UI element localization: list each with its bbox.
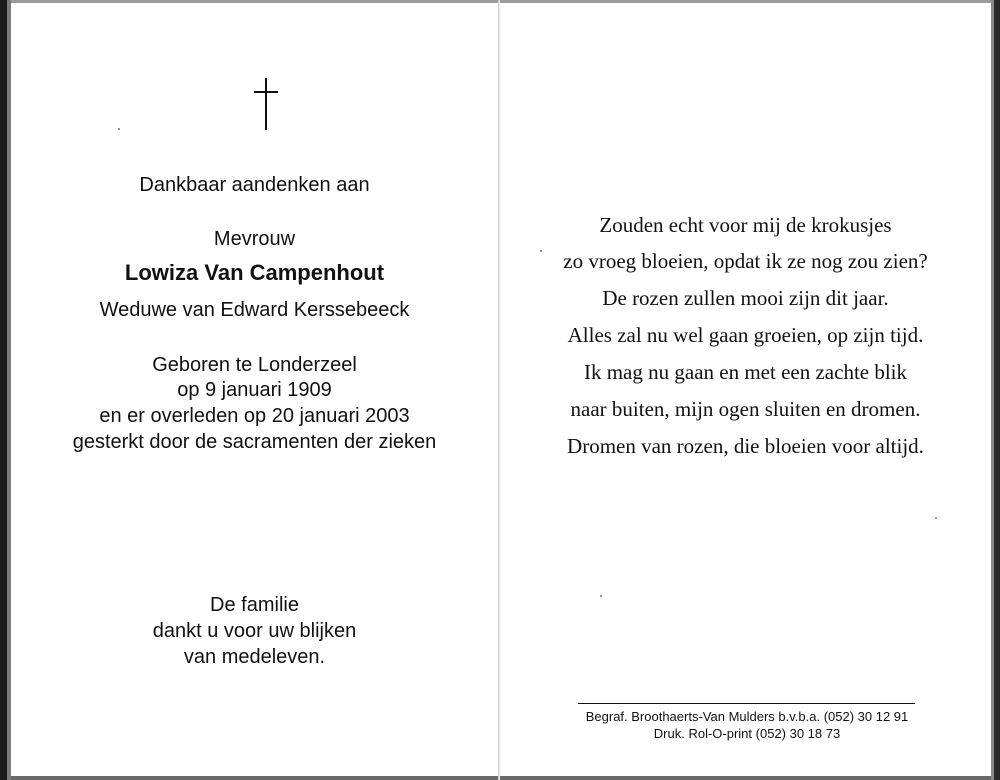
poem-line: Zouden echt voor mij de krokusjes: [599, 213, 892, 237]
scan-speck: [935, 517, 937, 519]
scan-speck: [540, 250, 542, 252]
closing-line: De familie: [210, 594, 299, 616]
poem-line: Alles zal nu wel gaan groeien, op zijn tijd.: [567, 323, 924, 347]
detail-line: Geboren te Londerzeel: [152, 354, 357, 376]
scan-edge-right-shade: [991, 0, 994, 780]
detail-line: op 9 januari 1909: [177, 379, 332, 401]
scan-speck: [118, 128, 120, 130]
relation-line: Weduwe van Edward Kerssebeeck: [99, 299, 410, 321]
cross-icon: [254, 78, 278, 130]
intro-line: Dankbaar aandenken aan: [139, 174, 370, 196]
right-panel: [500, 0, 991, 780]
poem-line: De rozen zullen mooi zijn dit jaar.: [602, 286, 889, 310]
scan-edge-left: [0, 0, 7, 780]
left-panel: [11, 0, 498, 780]
funeral-director-credit: Begraf. Broothaerts-Van Mulders b.v.b.a. (052) 30 12 91: [585, 709, 909, 724]
detail-line: en er overleden op 20 januari 2003: [99, 405, 410, 427]
poem-line: zo vroeg bloeien, opdat ik ze nog zou zien?: [563, 249, 928, 273]
credit-divider: [578, 703, 915, 704]
deceased-name: Lowiza Van Campenhout: [124, 260, 385, 285]
closing-line: dankt u voor uw blijken: [152, 620, 357, 642]
poem-line: naar buiten, mijn ogen sluiten en dromen.: [570, 397, 921, 421]
scan-edge-right: [994, 0, 1000, 780]
poem-line: Dromen van rozen, die bloeien voor altijd.: [567, 434, 924, 458]
printer-credit: Druk. Rol-O-print (052) 30 18 73: [653, 726, 841, 741]
honorific: Mevrouw: [213, 228, 296, 250]
closing-line: van medeleven.: [183, 646, 326, 668]
detail-line: gesterkt door de sacramenten der zieken: [72, 431, 437, 453]
scan-speck: [600, 595, 602, 597]
poem-line: Ik mag nu gaan en met een zachte blik: [583, 360, 908, 384]
